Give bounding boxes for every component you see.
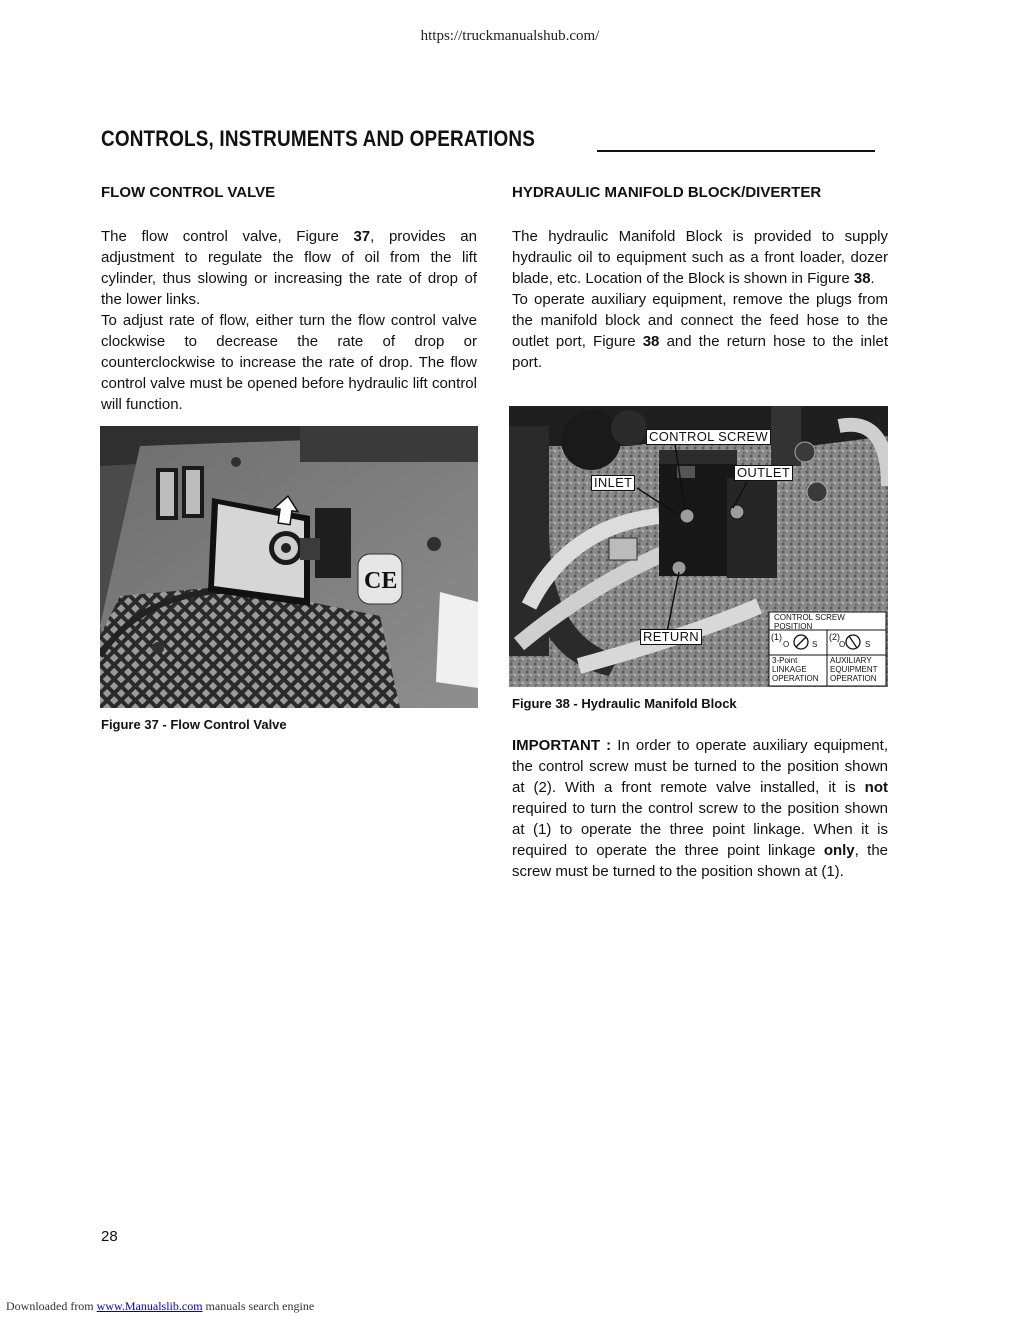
manifold-text [512,226,888,373]
footer-prefix: Downloaded from [6,1299,97,1313]
flow-control-text [101,226,477,415]
figure-ref: 38 [642,333,660,350]
manualslib-link[interactable]: www.Manualslib.com [96,1299,203,1313]
text-run: To operate auxiliary equipment, remove the plugs from the manifold block and connect the feed hose to the outlet port, Figure [512,291,888,350]
text-run: The flow control valve, Figure [101,228,354,245]
figure-ref: 37 [353,228,371,245]
text-run: required to turn the control screw to the position shown at (1) to operate the three point linkage. When it is required to operate the three point linkage [512,800,888,859]
important-paragraph [512,735,888,882]
ce-mark: CE [364,568,398,594]
figure-38-photo [509,406,888,687]
position-2-o-label: O [839,640,846,649]
text-run: , provides an adjustment to regulate the flow of oil from the lift cylinder, thus slowing or increasing the rate of drop of the lower links. [101,228,477,308]
outlet-label: OUTLET [734,465,793,481]
manifold-paragraph-1 [512,226,888,289]
figure-38-caption: Figure 38 - Hydraulic Manifold Block [512,696,737,711]
position-1-o-label: O [783,640,790,649]
important-note [512,735,888,882]
control-screw-position-title: CONTROL SCREW POSITION [774,613,845,631]
figure-37-photo [100,426,478,708]
text-run: The hydraulic Manifold Block is provided to supply hydraulic oil to equipment such as a front loader, dozer blade, etc. Location of the Block is shown in Figure [512,228,888,287]
footer [6,1299,314,1314]
text-run: In order to operate auxiliary equipment, the control screw must be turned to the position shown at (2). With a front remote valve installed, it is [512,737,888,796]
emphasis-only: only [823,842,855,859]
header-url: https://truckmanualshub.com/ [420,28,600,44]
emphasis-not: not [864,779,888,796]
flow-control-paragraph-2: To adjust rate of flow, either turn the flow control valve clockwise to decrease the rate of drop or counterclockwise to increase the rate of drop. The flow control valve must be opened before hydraulic lift control will function. [101,312,477,413]
footer-suffix: manuals search engine [202,1299,315,1313]
position-1-s-label: S [812,640,818,649]
auxiliary-equipment-label: AUXILIARY EQUIPMENT OPERATION [830,656,878,683]
flow-control-valve-illustration [100,426,478,708]
flow-control-heading: FLOW CONTROL VALVE [101,184,276,201]
text-run: , the screw must be turned to the position shown at (1). [512,842,889,880]
inlet-label: INLET [591,475,635,491]
page-title: CONTROLS, INSTRUMENTS AND OPERATIONS [101,126,536,151]
title-rule [597,150,875,152]
text-run: and the return hose to the inlet port. [512,333,888,371]
manifold-paragraph-2 [512,289,888,373]
position-1-label: (1) [771,632,782,642]
return-label: RETURN [640,629,702,645]
manifold-heading: HYDRAULIC MANIFOLD BLOCK/DIVERTER [512,184,822,201]
figure-37-caption: Figure 37 - Flow Control Valve [101,717,287,732]
important-label: IMPORTANT : [512,737,612,754]
page-number: 28 [101,1228,118,1245]
text-run: . [870,270,875,287]
control-screw-label: CONTROL SCREW [646,429,771,445]
position-2-label: (2) [829,632,840,642]
figure-ref: 38 [853,270,871,287]
three-point-linkage-label: 3-Point LINKAGE OPERATION [772,656,819,683]
flow-control-paragraph-1 [101,226,477,310]
position-2-s-label: S [865,640,871,649]
